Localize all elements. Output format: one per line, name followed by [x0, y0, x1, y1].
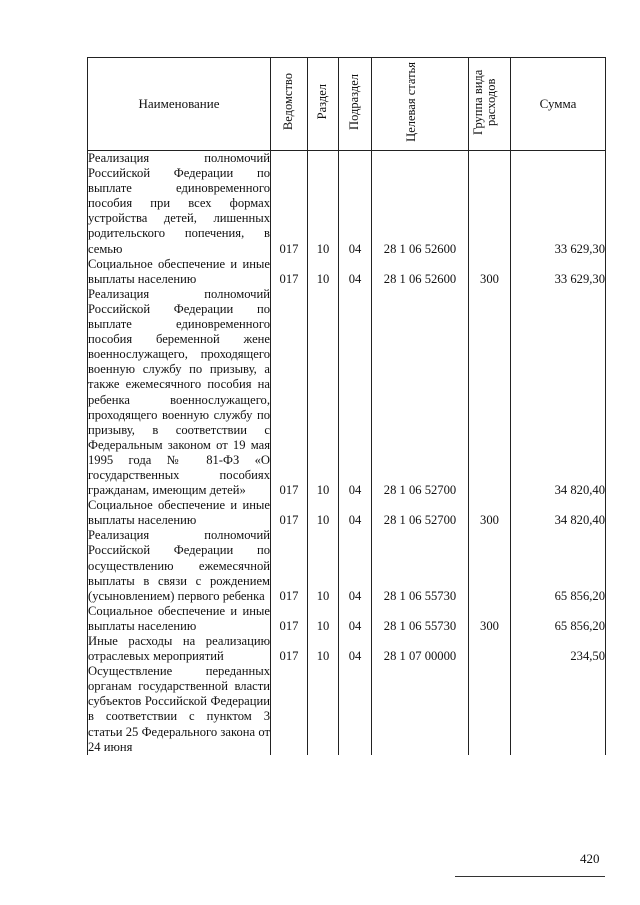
row-subsection: 04 — [339, 498, 372, 528]
table-row — [88, 528, 606, 603]
row-amount: 33 629,30 — [511, 151, 606, 257]
row-amount — [511, 664, 606, 755]
header-row — [88, 58, 606, 151]
row-department: 017 — [271, 604, 308, 634]
row-expense-group — [469, 287, 511, 498]
row-expense-group — [469, 528, 511, 603]
row-expense-group — [469, 664, 511, 755]
row-target-item: 28 1 06 52700 — [372, 498, 469, 528]
header-amount-label: Сумма — [539, 96, 577, 111]
row-section: 10 — [308, 151, 339, 257]
header-name — [88, 58, 271, 151]
budget-table — [87, 57, 606, 755]
row-department: 017 — [271, 287, 308, 498]
row-name: Иные расходы на реализацию отраслевых мероприятий — [88, 634, 270, 664]
row-target-item: 28 1 06 55730 — [372, 604, 469, 634]
row-section: 10 — [308, 528, 339, 603]
row-name: Социальное обеспечение и иные выплаты населению — [88, 603, 270, 633]
row-amount: 33 629,30 — [511, 257, 606, 287]
row-name: Социальное обеспечение и иные выплаты населению — [88, 256, 270, 286]
header-amount — [511, 58, 606, 151]
row-amount: 234,50 — [511, 634, 606, 664]
row-subsection: 04 — [339, 604, 372, 634]
row-expense-group: 300 — [469, 498, 511, 528]
table-row — [88, 257, 606, 287]
row-expense-group: 300 — [469, 257, 511, 287]
header-department-label: Ведомство — [281, 73, 296, 131]
header-expense-group — [469, 58, 511, 151]
row-name: Осуществление переданных органам государственной власти субъектов Российской Федерации в соответствии с пунктом 3 статьи 25 Федерального закона от 24 июня — [88, 664, 270, 754]
row-section: 10 — [308, 604, 339, 634]
header-name-label: Наименование — [138, 96, 220, 111]
header-subsection — [339, 58, 372, 151]
header-target-item — [372, 58, 469, 151]
row-target-item: 28 1 06 52600 — [372, 151, 469, 257]
row-department: 017 — [271, 528, 308, 603]
row-expense-group — [469, 634, 511, 664]
row-department: 017 — [271, 257, 308, 287]
row-target-item — [372, 664, 469, 755]
header-section — [308, 58, 339, 151]
row-section: 10 — [308, 257, 339, 287]
row-subsection: 04 — [339, 257, 372, 287]
row-subsection: 04 — [339, 151, 372, 257]
row-name: Реализация полномочий Российской Федерации по выплате единовременного пособия беременной жене военнослужащего, проходящего военную службу по призыву, а также ежемесячного пособия на ребенка военнослужащего, проходящего военную службу по призыву, в соответствии с Федеральным законом от 19 мая 1995 года № 81-ФЗ «О государственных пособиях гражданам, имеющим детей» — [88, 286, 270, 498]
row-department: 017 — [271, 151, 308, 257]
row-department — [271, 664, 308, 755]
row-expense-group — [469, 151, 511, 257]
row-subsection: 04 — [339, 634, 372, 664]
table-row — [88, 634, 606, 664]
row-name: Социальное обеспечение и иные выплаты населению — [88, 498, 270, 528]
row-amount: 65 856,20 — [511, 528, 606, 603]
page-number: 420 — [580, 851, 600, 866]
row-amount: 34 820,40 — [511, 498, 606, 528]
row-section: 10 — [308, 287, 339, 498]
header-subsection-label: Подраздел — [347, 74, 362, 130]
row-target-item: 28 1 06 55730 — [372, 528, 469, 603]
footer-rule — [455, 876, 605, 877]
row-department: 017 — [271, 634, 308, 664]
row-amount: 65 856,20 — [511, 604, 606, 634]
row-subsection — [339, 664, 372, 755]
row-subsection: 04 — [339, 528, 372, 603]
row-target-item: 28 1 07 00000 — [372, 634, 469, 664]
header-target-item-label: Целевая статья — [404, 62, 418, 142]
row-section: 10 — [308, 498, 339, 528]
header-section-label: Раздел — [315, 84, 330, 120]
table-row — [88, 498, 606, 528]
header-department — [271, 58, 308, 151]
row-section — [308, 664, 339, 755]
row-target-item: 28 1 06 52700 — [372, 287, 469, 498]
row-department: 017 — [271, 498, 308, 528]
header-expense-group-label: Группа вида расходов — [470, 69, 498, 135]
table-row — [88, 151, 606, 257]
row-subsection: 04 — [339, 287, 372, 498]
table-row — [88, 604, 606, 634]
row-name: Реализация полномочий Российской Федерации по выплате единовременного пособия при всех формах устройства детей, лишенных родительского попечения, в семью — [88, 151, 270, 256]
table-row — [88, 664, 606, 755]
row-name: Реализация полномочий Российской Федерации по осуществлению ежемесячной выплаты в связи с рождением (усыновлением) первого ребенка — [88, 528, 270, 603]
row-expense-group: 300 — [469, 604, 511, 634]
table-row — [88, 287, 606, 498]
row-amount: 34 820,40 — [511, 287, 606, 498]
row-target-item: 28 1 06 52600 — [372, 257, 469, 287]
row-section: 10 — [308, 634, 339, 664]
